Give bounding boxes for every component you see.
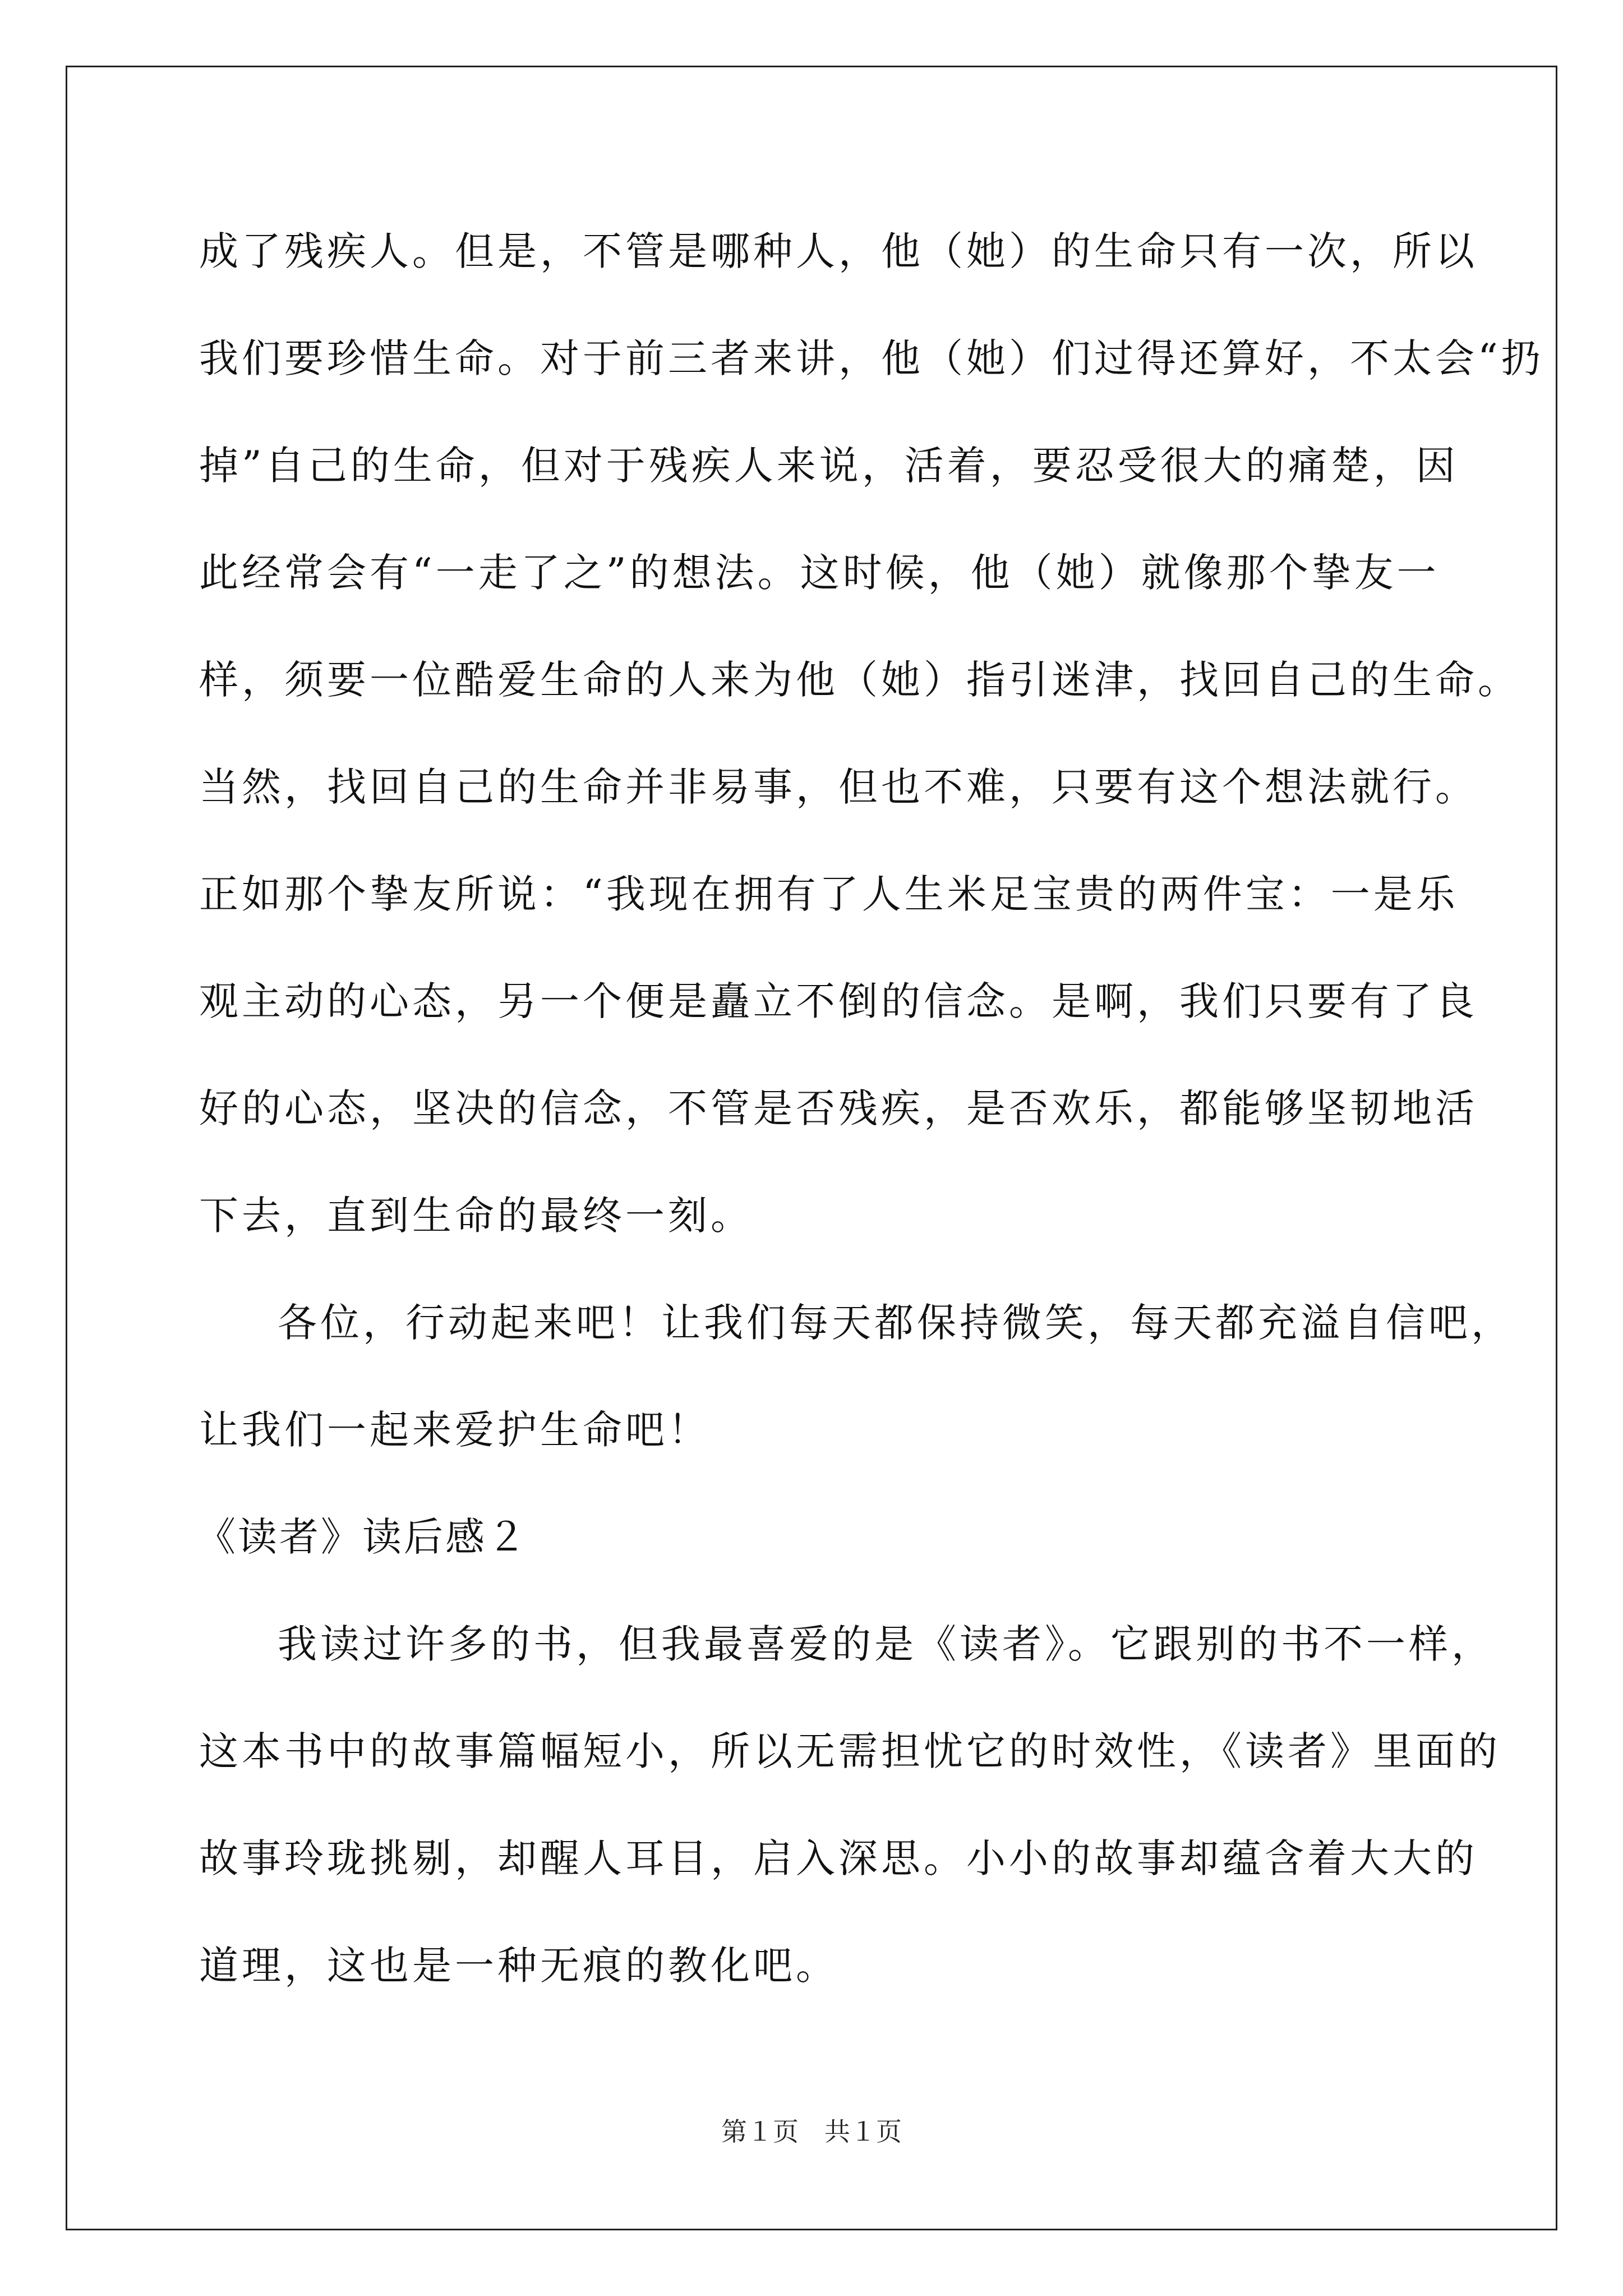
section-heading: 《读者》读后感２: [196, 1514, 528, 1560]
body-text-line: 掉”自己的生命，但对于残疾人来说，活着，要忍受很大的痛楚，因: [199, 443, 1459, 489]
body-text-line: 这本书中的故事篇幅短小，所以无需担忧它的时效性，《读者》里面的: [199, 1728, 1501, 1774]
body-text-line: 此经常会有“一走了之”的想法。这时候，他（她）就像那个挚友一: [199, 550, 1440, 596]
body-text-line: 下去，直到生命的最终一刻。: [199, 1193, 753, 1239]
page-border: [66, 66, 1557, 2230]
body-text-line: 成了残疾人。但是，不管是哪种人，他（她）的生命只有一次，所以: [199, 228, 1478, 274]
body-text-line: 观主动的心态，另一个便是矗立不倒的信念。是啊，我们只要有了良: [199, 978, 1478, 1024]
paragraph-first-line: 各位，行动起来吧！让我们每天都保持微笑，每天都充溢自信吧，: [278, 1300, 1514, 1346]
paragraph-first-line: 我读过许多的书，但我最喜爱的是《读者》。它跟别的书不一样，: [278, 1621, 1494, 1667]
page-number-footer: 第１页 共１页: [721, 2116, 902, 2147]
body-text-line: 样，须要一位酷爱生命的人来为他（她）指引迷津，找回自己的生命。: [199, 657, 1520, 703]
body-text-line: 正如那个挚友所说：“我现在拥有了人生米足宝贵的两件宝：一是乐: [199, 871, 1459, 917]
body-text-line: 让我们一起来爱护生命吧！: [199, 1407, 711, 1453]
body-text-line: 道理，这也是一种无痕的教化吧。: [199, 1943, 838, 1989]
body-text-line: 当然，找回自己的生命并非易事，但也不难，只要有这个想法就行。: [199, 764, 1478, 810]
body-text-line: 我们要珍惜生命。对于前三者来讲，他（她）们过得还算好，不太会“扔: [199, 335, 1544, 381]
body-text-line: 故事玲珑挑剔，却醒人耳目，启入深思。小小的故事却蕴含着大大的: [199, 1835, 1478, 1881]
body-text-line: 好的心态，坚决的信念，不管是否残疾，是否欢乐，都能够坚韧地活: [199, 1085, 1478, 1131]
